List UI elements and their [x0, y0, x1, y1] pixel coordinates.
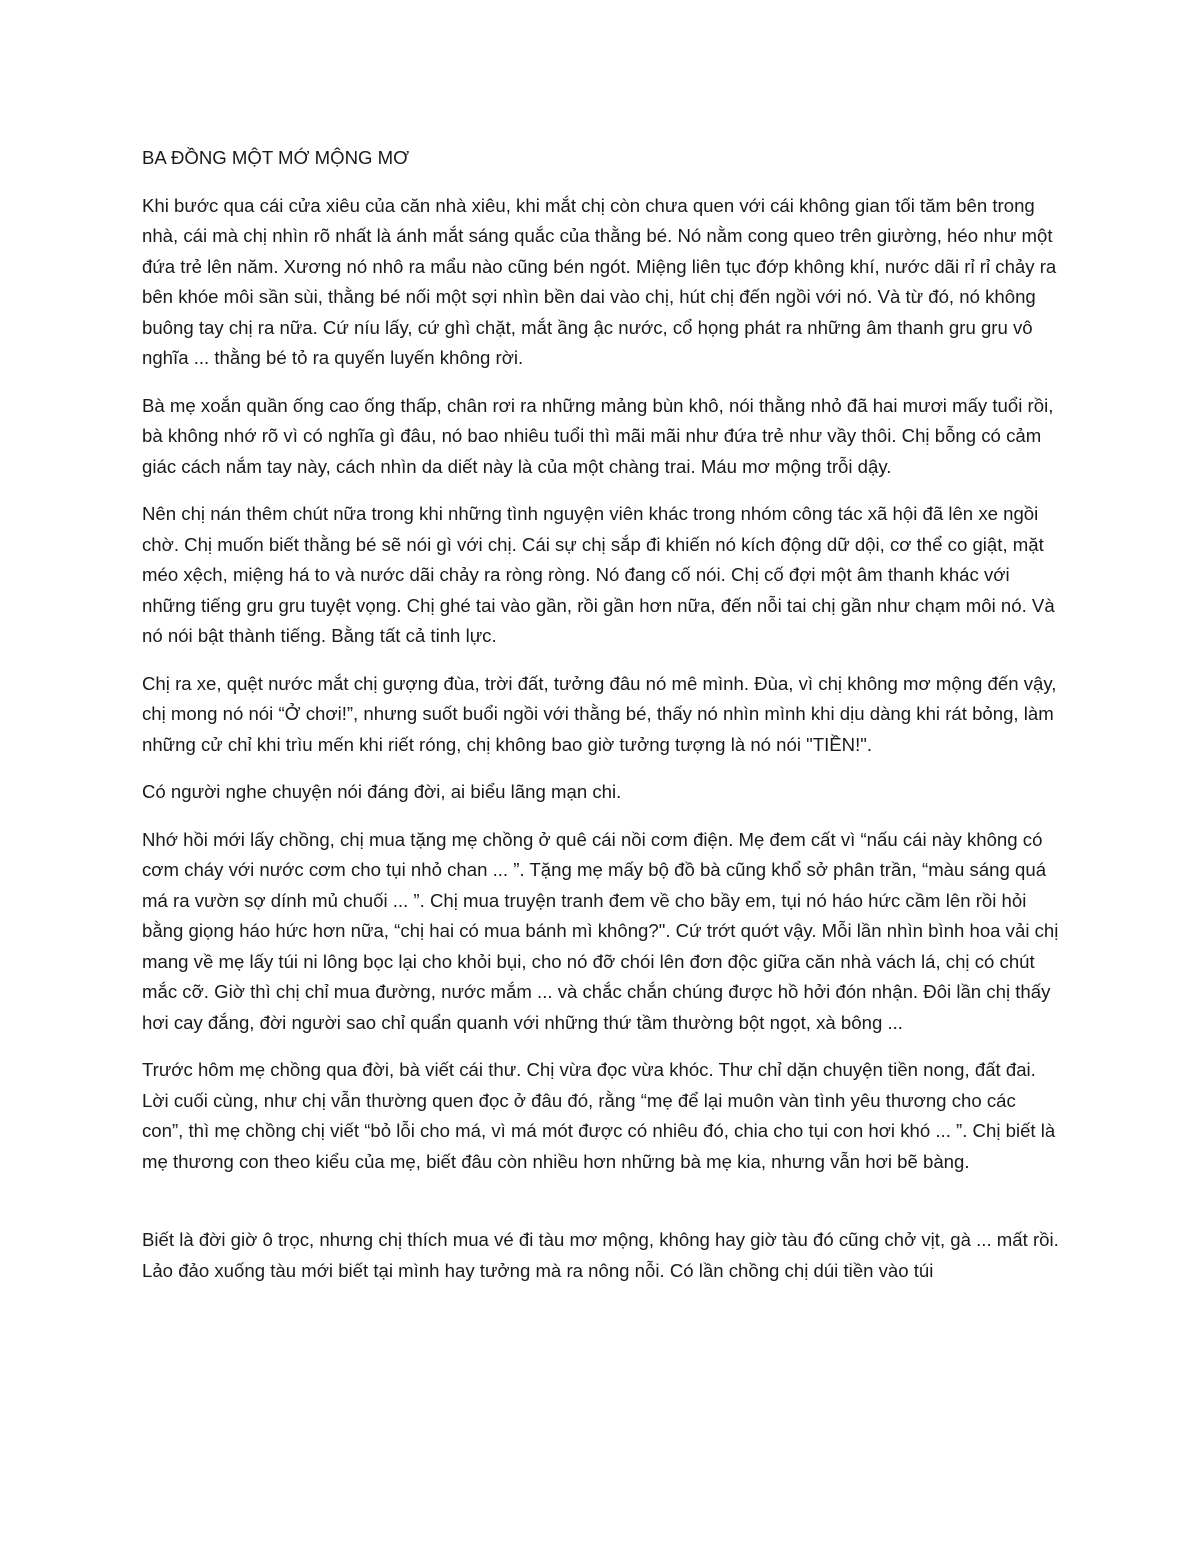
document-body [142, 143, 1060, 1303]
paragraph-1: Khi bước qua cái cửa xiêu của căn nhà xiêu, khi mắt chị còn chưa quen với cái không gian tối tăm bên trong nhà, cái mà chị nhìn rõ nhất là ánh mắt sáng quắc của thằng bé. Nó nằm cong queo trên giường, héo như một đứa trẻ lên năm. Xương nó nhô ra mẩu nào cũng bén ngót. Miệng liên tục đớp không khí, nước dãi rỉ rỉ chảy ra bên khóe môi sần sùi, thằng bé nối một sợi nhìn bền dai vào chị, hút chị đến ngồi với nó. Và từ đó, nó không buông tay chị ra nữa. Cứ níu lấy, cứ ghì chặt, mắt ầng ậc nước, cổ họng phát ra những âm thanh gru gru vô nghĩa ... thằng bé tỏ ra quyến luyến không rời. [142, 194, 1057, 368]
paragraph-4: Chị ra xe, quệt nước mắt chị gượng đùa, trời đất, tưởng đâu nó mê mình. Đùa, vì chị không mơ mộng đến vậy, chị mong nó nói “Ở chơi!”, nhưng suốt buổi ngồi với thằng bé, thấy nó nhìn mình khi dịu dàng khi rát bỏng, làm những cử chỉ khi trìu mến khi riết róng, chị không bao giờ tưởng tượng là nó nói "TIỀN!". [142, 672, 1057, 755]
document-title: BA ĐỒNG MỘT MỚ MỘNG MƠ [142, 147, 410, 168]
paragraph-7: Trước hôm mẹ chồng qua đời, bà viết cái thư. Chị vừa đọc vừa khóc. Thư chỉ dặn chuyện tiền nong, đất đai. Lời cuối cùng, như chị vẫn thường quen đọc ở đâu đó, rằng “mẹ để lại muôn vàn tình yêu thương cho các con”, thì mẹ chồng chị viết “bỏ lỗi cho má, vì má mót được có nhiêu đó, chia cho tụi con hơi khó ... ”. Chị biết là mẹ thương con theo kiểu của mẹ, biết đâu còn nhiều hơn những bà mẹ kia, nhưng vẫn hơi bẽ bàng. [142, 1059, 1056, 1172]
paragraph-5: Có người nghe chuyện nói đáng đời, ai biểu lãng mạn chi. [142, 781, 622, 802]
paragraph-8: Biết là đời giờ ô trọc, nhưng chị thích mua vé đi tàu mơ mộng, không hay giờ tàu đó cũng chở vịt, gà ... mất rồi. Lảo đảo xuống tàu mới biết tại mình hay tưởng mà ra nông nỗi. Có lần chồng chị dúi tiền vào túi [142, 1229, 1059, 1281]
paragraph-3: Nên chị nán thêm chút nữa trong khi những tình nguyện viên khác trong nhóm công tác xã hội đã lên xe ngồi chờ. Chị muốn biết thằng bé sẽ nói gì với chị. Cái sự chị sắp đi khiến nó kích động dữ dội, cơ thể co giật, mặt méo xệch, miệng há to và nước dãi chảy ra ròng ròng. Nó đang cố nói. Chị cố đợi một âm thanh khác với những tiếng gru gru tuyệt vọng. Chị ghé tai vào gần, rồi gần hơn nữa, đến nỗi tai chị gần như chạm môi nó. Và nó nói bật thành tiếng. Bằng tất cả tinh lực. [142, 503, 1055, 646]
paragraph-6: Nhớ hồi mới lấy chồng, chị mua tặng mẹ chồng ở quê cái nồi cơm điện. Mẹ đem cất vì “nấu cái này không có cơm cháy với nước cơm cho tụi nhỏ chan ... ”. Tặng mẹ mấy bộ đồ bà cũng khổ sở phân trần, “màu sáng quá má ra vườn sợ dính mủ chuối ... ”. Chị mua truyện tranh đem về cho bầy em, tụi nó háo hức cầm lên rồi hỏi bằng giọng háo hức hơn nữa, “chị hai có mua bánh mì không?". Cứ trớt quớt vậy. Mỗi lần nhìn bình hoa vải chị mang về mẹ lấy túi ni lông bọc lại cho khỏi bụi, cho nó đỡ chói lên đơn độc giữa căn nhà vách lá, chị có chút mắc cỡ. Giờ thì chị chỉ mua đường, nước mắm ... và chắc chắn chúng được hồ hởi đón nhận. Đôi lần chị thấy hơi cay đắng, đời người sao chỉ quẩn quanh với những thứ tầm thường bột ngọt, xà bông ... [142, 828, 1059, 1033]
paragraph-2: Bà mẹ xoắn quần ống cao ống thấp, chân rơi ra những mảng bùn khô, nói thằng nhỏ đã hai mươi mấy tuổi rồi, bà không nhớ rõ vì có nghĩa gì đâu, nó bao nhiêu tuổi thì mãi mãi như đứa trẻ như vầy thôi. Chị bỗng có cảm giác cách nắm tay này, cách nhìn da diết này là của một chàng trai. Máu mơ mộng trỗi dậy. [142, 394, 1054, 477]
